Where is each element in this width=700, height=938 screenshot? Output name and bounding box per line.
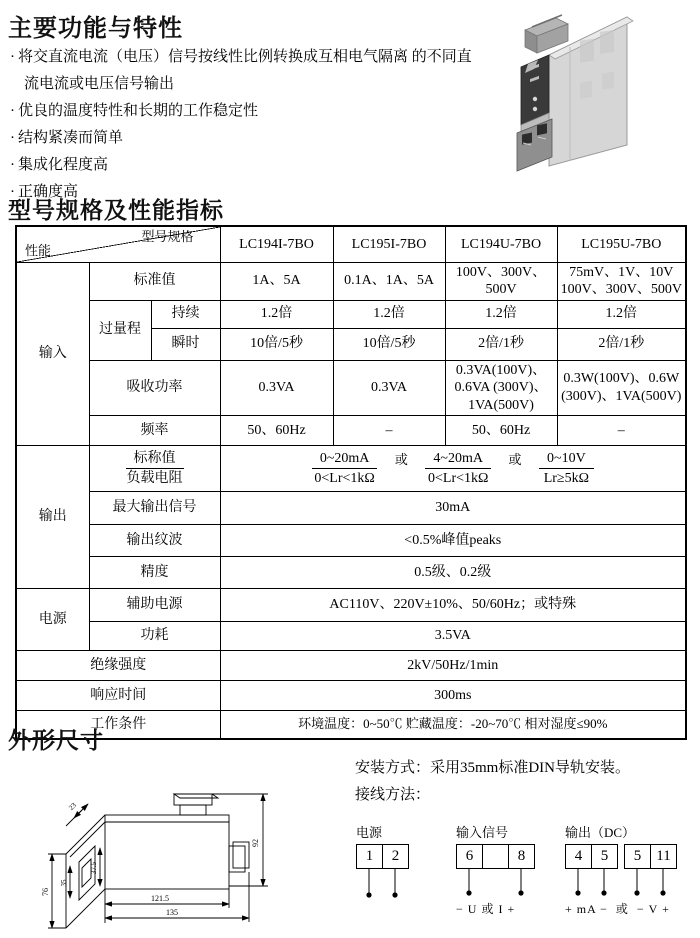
cell: – [557, 416, 686, 446]
bullet-icon: · [10, 157, 15, 173]
cell: 100V、300V、500V [445, 262, 557, 300]
features-heading: 主要功能与特性 [8, 15, 183, 42]
row-label: 频率 [89, 416, 220, 446]
wiring-input-label: 输入信号 [456, 825, 509, 840]
cell: 0.3VA [220, 360, 333, 416]
table-row [16, 360, 686, 416]
cell: 2kV/50Hz/1min [220, 651, 686, 681]
corner-top-label: 型号规格 [141, 229, 194, 244]
terminal-row [456, 844, 556, 869]
model-header: LC194I-7BO [220, 226, 333, 262]
terminal: 2 [382, 844, 409, 869]
cell: 1.2倍 [445, 300, 557, 328]
wiring-method-label: 接线方法： [355, 787, 431, 803]
table-row [16, 300, 686, 328]
row-label [89, 446, 220, 492]
feature-text: 优良的温度特性和长期的工作稳定性 [18, 103, 259, 119]
cell [557, 262, 686, 300]
cell: 0.3VA [333, 360, 445, 416]
group-label-input: 输入 [16, 262, 89, 446]
dim-width-outer: 135 [166, 908, 178, 917]
product-photo [492, 3, 672, 175]
bullet-icon: · [10, 103, 15, 119]
feature-item [10, 152, 480, 179]
terminal-row [624, 844, 677, 869]
option-top: 0~10V [539, 450, 594, 470]
terminal-blocks [565, 844, 695, 869]
cell: 3.5VA [220, 622, 686, 651]
feature-text: 结构紧凑而简单 [18, 130, 124, 146]
row-label: 功耗 [89, 622, 220, 651]
option-bottom: 0<Lr<1kΩ [428, 471, 489, 486]
wiring-input [456, 822, 556, 917]
row-label: 持续 [151, 300, 220, 328]
bullet-icon: · [10, 130, 15, 146]
cell: 2倍/1秒 [445, 328, 557, 360]
bullet-icon: · [10, 184, 15, 200]
terminal-row [356, 844, 436, 869]
table-row [16, 262, 686, 300]
dim-width-inner: 121.5 [151, 894, 169, 903]
input-annotation [456, 900, 556, 917]
nominal-option [312, 450, 378, 488]
output-annotation [565, 900, 695, 917]
cell: 50、60Hz [445, 416, 557, 446]
terminal: 4 [565, 844, 592, 869]
cell: 10倍/5秒 [220, 328, 333, 360]
row-label: 精度 [89, 557, 220, 589]
spec-table [15, 225, 687, 740]
option-bottom: 0<Lr<1kΩ [314, 471, 375, 486]
table-row [16, 651, 686, 681]
row-label: 最大输出信号 [89, 492, 220, 525]
or-word: 或 [508, 452, 522, 468]
cell: 0.3VA(100V)、0.6VA (300V)、1VA(500V) [445, 360, 557, 416]
row-label: 过量程 [89, 300, 151, 360]
cell: 环境温度：0~50℃ 贮藏温度：-20~70℃ 相对湿度≤90% [220, 711, 686, 739]
corner-cell [16, 226, 220, 262]
power-leads [356, 869, 436, 901]
table-row [16, 711, 686, 739]
row-label: 吸收功率 [89, 360, 220, 416]
cell: AC110V、220V±10%、50/60Hz；或特殊 [220, 589, 686, 622]
model-header: LC195U-7BO [557, 226, 686, 262]
row-label: 响应时间 [16, 681, 220, 711]
bullet-icon: · [10, 49, 15, 65]
input-leads [456, 869, 556, 899]
row-label: 绝缘强度 [16, 651, 220, 681]
table-row [16, 681, 686, 711]
nominal-option [425, 450, 491, 488]
row-label: 瞬时 [151, 328, 220, 360]
cell: 1.2倍 [557, 300, 686, 328]
cell: 2倍/1秒 [557, 328, 686, 360]
table-row [16, 622, 686, 651]
feature-item [10, 98, 480, 125]
nominal-label-top: 标称值 [126, 450, 184, 470]
dimension-drawing [22, 786, 312, 938]
cell-line: 75mV、1V、10V [569, 264, 674, 280]
output-ann-b: − V + [636, 902, 670, 916]
cell: 1.2倍 [333, 300, 445, 328]
input-ann-pos: + [507, 902, 516, 916]
dim-height: 92 [251, 839, 260, 847]
input-ann-mid: U 或 I [467, 902, 504, 916]
output-ann-a: + mA − [565, 902, 608, 916]
output-ann-or: 或 [615, 902, 629, 916]
wiring-power [356, 822, 436, 906]
terminal: 6 [456, 844, 483, 869]
cell: 10倍/5秒 [333, 328, 445, 360]
cell: 0.1A、1A、5A [333, 262, 445, 300]
terminal [482, 844, 509, 869]
cell: 30mA [220, 492, 686, 525]
row-label: 工作条件 [16, 711, 220, 739]
row-label: 辅助电源 [89, 589, 220, 622]
terminal: 1 [356, 844, 383, 869]
cell: – [333, 416, 445, 446]
cell: 0.5级、0.2级 [220, 557, 686, 589]
dim-front-height: 76 [41, 888, 50, 896]
cell-line: 100V、300V、500V [560, 282, 682, 297]
wiring-output-label: 输出（DC） [565, 825, 636, 840]
feature-item [10, 125, 480, 152]
group-label-power: 电源 [16, 589, 89, 651]
wiring-power-label: 电源 [356, 825, 383, 840]
dim-window: 35 [60, 879, 68, 887]
table-row [16, 492, 686, 525]
option-top: 4~20mA [425, 450, 491, 470]
dim-window-diag: 37.5 [90, 861, 98, 875]
feature-text: 正确度高 [18, 184, 79, 200]
table-row [16, 525, 686, 557]
model-header: LC194U-7BO [445, 226, 557, 262]
model-header: LC195I-7BO [333, 226, 445, 262]
nominal-label-bottom: 负载电阻 [126, 471, 183, 486]
spec-heading: 型号规格及性能指标 [8, 197, 224, 223]
table-row [16, 557, 686, 589]
nominal-value-cell [220, 446, 686, 492]
cell: 1.2倍 [220, 300, 333, 328]
group-label-output: 输出 [16, 446, 89, 589]
table-row [16, 226, 686, 262]
row-label: 标准值 [89, 262, 220, 300]
terminal: 11 [650, 844, 677, 869]
table-row [16, 416, 686, 446]
cell: 0.3W(100V)、0.6W (300V)、1VA(500V) [557, 360, 686, 416]
feature-text: 集成化程度高 [18, 157, 109, 173]
or-word: 或 [394, 452, 408, 468]
table-row [16, 446, 686, 492]
mounting-note [355, 755, 695, 809]
nominal-label-fraction [126, 450, 184, 488]
corner-bottom-label: 性能 [25, 243, 52, 259]
terminal: 5 [591, 844, 618, 869]
option-top: 0~20mA [312, 450, 378, 470]
terminal-row [565, 844, 618, 869]
dimensions-heading: 外形尺寸 [8, 727, 104, 753]
nominal-option [539, 450, 594, 488]
terminal: 8 [508, 844, 535, 869]
cell: 300ms [220, 681, 686, 711]
feature-item [10, 44, 480, 98]
option-bottom: Lr≥5kΩ [543, 471, 590, 486]
table-row [16, 589, 686, 622]
mounting-method: 安装方式：采用35mm标准DIN导轨安装。 [355, 760, 630, 776]
dim-depth: 23 [67, 801, 78, 812]
wiring-output [565, 822, 695, 917]
features-list [10, 44, 480, 206]
output-leads [565, 869, 695, 899]
cell: 50、60Hz [220, 416, 333, 446]
row-label: 输出纹波 [89, 525, 220, 557]
cell: 1A、5A [220, 262, 333, 300]
feature-text: 将交直流电流（电压）信号按线性比例转换成互相电气隔离 的不同直流电流或电压信号输出 [18, 49, 472, 92]
cell: <0.5%峰值peaks [220, 525, 686, 557]
input-ann-neg: − [456, 902, 464, 916]
terminal: 5 [624, 844, 651, 869]
